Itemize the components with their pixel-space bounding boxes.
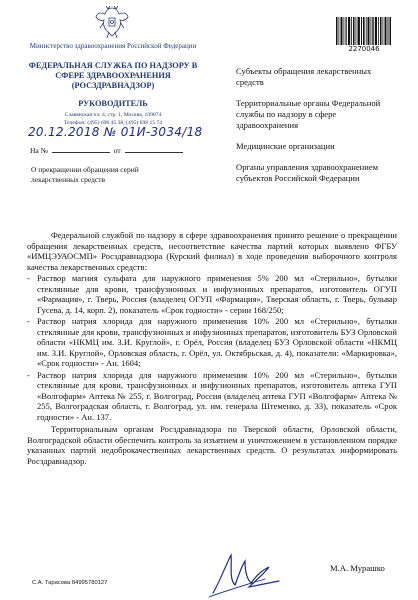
recipient: Территориальные органы Федеральной службы по надзору в сфере здравоохранения [236,98,381,130]
service-abbreviation: (РОСЗДРАВНАДЗОР) [71,81,155,90]
registration-date-handwritten: 20.12.2018 № 01И-3034/18 [28,125,203,139]
barcode-icon [336,17,392,45]
phone: Телефон: (495) 698 45 38; (495) 698 15 74 [63,119,163,126]
executor-info: С.А. Тарасова 84995780127 [32,580,108,586]
list-item: - Раствор натрия хлорида для наружного применения 10% 200 мл «Стерильно», бутылки стеклянные для крови, трансфузионных и инфузионных препаратов, изготовитель БУЗ Орловской области «НКМЦ им. З.И. Круглой», г. Орёл, Россия (владелец БУЗ Орловской области «НКМЦ им. З.И. Круглой», Орловская область, г. Орёл, ул. Октябрьская, д. 4), показатели: «Маркировка», «Срок годности» - Ан. 1604; [27,316,397,368]
recipient: Медицинские организации [236,141,335,151]
letter-subject: О прекращении обращения серий лекарственных средств [31,165,139,184]
na-label: На № [30,146,48,155]
signer-name: М.А. Мурашко [330,563,385,573]
ministry-name: Министерство здравоохранения Российской Федерации [29,42,197,50]
list-item-text: Раствор натрия хлорида для наружного применения 10% 200 мл «Стерильно», бутылки стеклянные для крови, трансфузионных и инфузионных препаратов, изготовитель аптека ГУП «Волгофарм» Аптека № 255, г. Волгоград, Россия (владелец аптека ГУП «Волгофарм» Аптека № 255, Волгоградская область, г. Волгоград, ул. им. генерала Штеменко, д. 33), показатель «Срок годности» - Ан. 137. [37,369,397,422]
na-blank [52,146,110,153]
closing-paragraph: Территориальным органам Росздравнадзора по Тверской области, Орловской области, Волгоградской области обеспечить контроль за изъятием и уничтожением в установленном порядке указанных партий недоброкачественных лекарственных средств. О результатах информировать Росздравнадзор. [27,424,397,466]
service-name [25,61,201,91]
list-item: - Раствор магния сульфата для наружного применения 5% 200 мл «Стерильно», бутылки стеклянные для крови, трансфузионных и инфузионных препаратов, изготовитель ОГУП «Фармация», г. Тверь, Россия (владелец ОГУП «Фармация», Тверская область, г. Тверь, бульвар Гусева, д. 14, корп. 2), показатель «Срок годности» - серии 168/250; [27,273,397,315]
ot-label: от [113,146,121,155]
reference-line [30,146,187,155]
recipient: Субъекты обращения лекарственных средств [236,66,372,87]
list-item-text: Раствор натрия хлорида для наружного применения 10% 200 мл «Стерильно», бутылки стеклянные для крови, трансфузионных и инфузионных препаратов, изготовитель БУЗ Орловской области «НКМЦ им. З.И. Круглой», г. Орёл, Россия (владелец БУЗ Орловской области «НКМЦ им. З.И. Круглой», Орловская область, г. Орёл, ул. Октябрьская, д. 4), показатели: «Маркировка», «Срок годности» - Ан. 1604; [37,316,397,368]
intro-paragraph: Федеральной службой по надзору в сфере здравоохранения принято решение о прекращении обращения лекарственных средств, несоответствие качества партий которых выявлено ФГБУ «ИМЦЭУАОСМП» Росздравнадзора (Курский филиал) в ходе проведения выборочного контроля качества лекарственных средств: [27,230,397,272]
service-full-name: ФЕДЕРАЛЬНАЯ СЛУЖБА ПО НАДЗОРУ В СФЕРЕ ЗДРАВООХРАНЕНИЯ [28,61,198,80]
division-title: РУКОВОДИТЕЛЬ [78,99,148,108]
list-item: - Раствор натрия хлорида для наружного применения 10% 200 мл «Стерильно», бутылки стеклянные для крови, трансфузионных и инфузионных препаратов, изготовитель аптека ГУП «Волгофарм» Аптека № 255, г. Волгоград, Россия (владелец аптека ГУП «Волгофарм» Аптека № 255, Волгоградская область, г. Волгоград, ул. им. генерала Штеменко, д. 33), показатель «Срок годности» - Ан. 137. [27,369,397,422]
recipients-block [236,66,388,194]
barcode-number: 2270046 [348,45,380,53]
handwritten-signature [205,545,285,600]
list-item-text: Раствор магния сульфата для наружного применения 5% 200 мл «Стерильно», бутылки стеклянные для крови, трансфузионных и инфузионных препаратов, изготовитель ОГУП «Фармация», г. Тверь, Россия (владелец ОГУП «Фармация», Тверская область, г. Тверь, бульвар Гусева, д. 14, корп. 2), показатель «Срок годности» - серии 168/250; [37,273,397,315]
letter-body [27,230,397,466]
russian-coat-of-arms-icon [92,2,132,42]
ot-blank [125,146,183,153]
recipient: Органы управления здравоохранением субъектов Российской Федерации [236,162,379,183]
address: Славянская пл. 4, стр. 1, Москва, 109074 [64,112,162,118]
